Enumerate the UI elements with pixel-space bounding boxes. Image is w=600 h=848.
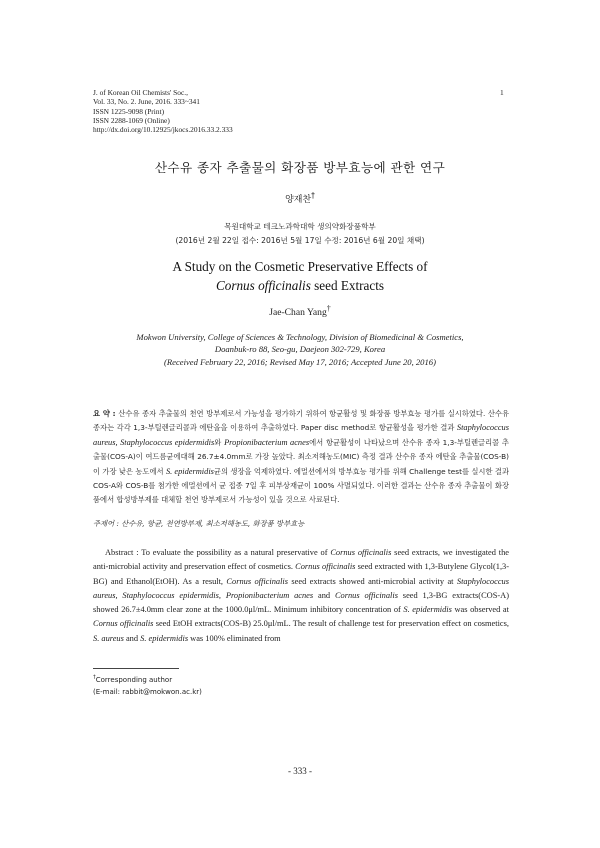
english-author xyxy=(0,303,600,318)
footnote-line xyxy=(93,674,202,686)
korean-abstract-label: 요 약 : xyxy=(93,409,119,418)
journal-line: ISSN 1225-9098 (Print) xyxy=(93,106,165,116)
abstract-text: 에서 항균활성이 나타났으며 산수유 종자 1,3-부틸렌글리콜 추출물(COS-A)이 여드름균에대해 26.7±4.0mm로 가장 높았다. 최소저해농도(MIC) 측정 결과 산수유 종자 에탄올 추출물(COS-B)이 가장 낮은 농도에서 xyxy=(93,437,509,476)
footnote-mark: † xyxy=(93,674,96,681)
species-name: Cornus officinalis xyxy=(226,576,288,586)
korean-title: 산수유 종자 추출물의 화장품 방부효능에 관한 연구 xyxy=(154,160,446,175)
species-name: S. epidermidis xyxy=(403,605,452,615)
abstract-text: and xyxy=(123,633,141,643)
english-affiliation xyxy=(0,331,600,368)
english-title xyxy=(0,257,600,295)
abstract-text: seed extracts showed anti-microbial activity at xyxy=(288,576,457,586)
footnote xyxy=(93,674,202,698)
abstract-text: and xyxy=(313,590,335,600)
affiliation-line: Doanbuk-ro 88, Seo-gu, Daejeon 302-729, Korea xyxy=(214,344,386,355)
abstract-text: 와 xyxy=(214,437,225,447)
english-abstract xyxy=(93,546,509,646)
korean-author-name: 양재찬 xyxy=(285,195,312,205)
footer-page-number: - 333 - xyxy=(288,766,312,776)
header-page-number: 1 xyxy=(500,88,504,97)
korean-affiliation-name: 목원대학교 테크노과학대학 생의약화장품학부 xyxy=(224,222,376,231)
journal-line: J. of Korean Oil Chemists' Soc., xyxy=(93,88,188,97)
received-dates: (Received February 22, 2016; Revised May 17, 2016; Accepted June 20, 2016) xyxy=(164,356,436,367)
journal-line: ISSN 2288-1069 (Online) xyxy=(93,115,170,125)
species-name: Cornus officinalis xyxy=(334,590,398,600)
corresponding-mark: † xyxy=(311,191,315,200)
corresponding-mark: † xyxy=(326,303,331,313)
species-name: Cornus officinalis xyxy=(295,562,356,572)
doi-link[interactable]: http://dx.doi.org/10.12925/jkocs.2016.33.2.333 xyxy=(93,125,233,135)
species-name: Propionibacterium acnes xyxy=(224,437,310,447)
title-species: Cornus officinalis xyxy=(215,278,311,293)
species-name: S. epidermidis xyxy=(140,633,189,643)
footnote-divider xyxy=(93,668,179,669)
abstract-text: 산수유 종자 추출물의 천연 방부제로서 가능성을 평가하기 위하여 항균활성 및 화장품 방부효능 평가를 실시하였다. 산수유 종자는 각각 1,3-부틸렌글리콜과 에탄올을 이용하여 추출하였다. Paper disc method로 항균활성을 평가한 결과 xyxy=(93,409,509,433)
species-name: Staphylococcus aureus, Staphylococcus epidermidis, Propionibacterium acnes xyxy=(93,576,509,600)
korean-affiliation xyxy=(0,220,600,247)
species-name: Staphylococcus aureus, Staphylococcus epidermidis xyxy=(93,423,509,447)
corresponding-author-label: Corresponding author xyxy=(95,676,173,684)
journal-line: Vol. 33, No. 2. June, 2016. 333~341 xyxy=(93,97,200,107)
korean-dates: (2016년 2월 22일 접수: 2016년 5월 17일 수정: 2016년 6월 20일 채택) xyxy=(175,235,425,245)
korean-author xyxy=(0,192,600,205)
korean-abstract xyxy=(93,407,509,508)
english-author-name: Jae-Chan Yang xyxy=(269,307,327,318)
english-abstract-label: Abstract : xyxy=(105,548,142,557)
species-name: S. epidermidis xyxy=(165,466,214,476)
title-rest: seed Extracts xyxy=(310,278,385,293)
abstract-text: was 100% eliminated from xyxy=(188,633,281,643)
species-name: Cornus officinalis xyxy=(93,619,154,629)
species-name: S. aureus xyxy=(93,633,124,643)
abstract-text: seed extracted with 1,3-Butylene Glycol(1,3-BG) and Ethanol(EtOH). As a result, xyxy=(93,562,510,586)
abstract-text: seed EtOH extracts(COS-B) 25.0μl/mL. The result of challenge test for preservation effect on cosmetics, xyxy=(153,619,509,629)
abstract-text: seed extracts, we investigated the anti-microbial activity and preservation effect of cosmetics. xyxy=(93,548,509,572)
affiliation-line: Mokwon University, College of Sciences & Technology, Division of Biomedicinal & Cosmetics, xyxy=(136,332,464,342)
species-name: Cornus officinalis xyxy=(330,548,392,557)
english-title-line1: A Study on the Cosmetic Preservative Effects of xyxy=(172,259,428,274)
english-title-line2 xyxy=(0,276,600,295)
abstract-text: To evaluate the possibility as a natural preservative of xyxy=(141,548,331,557)
email-line[interactable]: (E-mail: rabbit@mokwon.ac.kr) xyxy=(93,688,202,696)
korean-keywords: 주제어 : 산수유, 항균, 천연방부제, 최소저해농도, 화장품 방부효능 xyxy=(93,519,305,528)
abstract-text: seed 1,3-BG extracts(COS-A) showed 26.7±4.0mm clear zone at the 1000.0μl/mL. Minimum inhibitory concentration of xyxy=(93,590,510,615)
abstract-text: 균의 생장을 억제하였다. 에멀션에서의 방부효능 평가를 위해 Challenge test를 실시한 결과 COS-A와 COS-B를 첨가한 에멀션에서 균 접종 7일 후 피부상재균이 100% 사멸되었다. 이러한 결과는 산수유 종자 추출물이 화장품에서 합성방부제를 대체할 천연 방부제로서 가능성이 있을 것으로 사료된다. xyxy=(93,466,509,505)
abstract-text: was observed at xyxy=(451,605,509,615)
journal-info xyxy=(93,88,393,134)
